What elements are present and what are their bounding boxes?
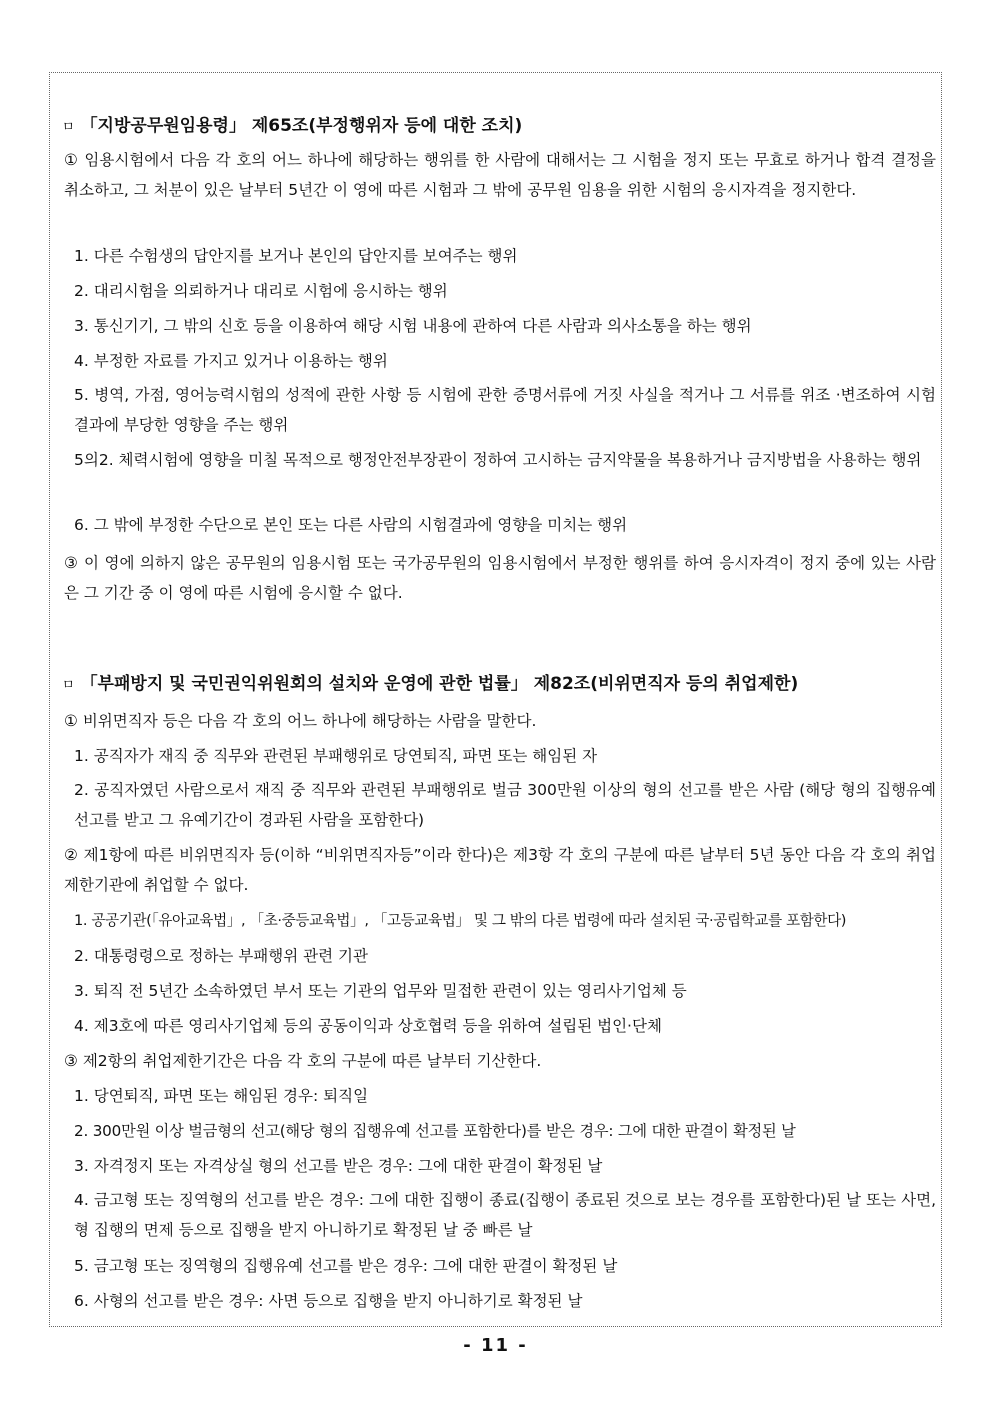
s2-p3-item-2: 2. 300만원 이상 벌금형의 선고(해당 형의 집행유예 선고를 포함한다)를 받은 경우: 그에 대한 판결이 확정된 날 — [74, 1122, 796, 1140]
section-1-title-text: 「지방공무원임용령」 제65조(부정행위자 등에 대한 조치) — [80, 116, 523, 136]
s1-item-6: 6. 그 밖에 부정한 수단으로 본인 또는 다른 사람의 시험결과에 영향을 미치는 행위 — [74, 516, 628, 534]
s1-paragraph-3: ③ 이 영에 의하지 않은 공무원의 임용시험 또는 국가공무원의 임용시험에서 부정한 행위를 하여 응시자격이 정지 중에 있는 사람은 그 기간 중 이 영에 따른 시험에 응시할 수 없다. — [64, 554, 936, 602]
section-2-title — [62, 669, 798, 694]
page-number: - 11 - — [463, 1335, 528, 1356]
s2-paragraph-1: ① 비위면직자 등은 다음 각 호의 어느 하나에 해당하는 사람을 말한다. — [64, 712, 537, 730]
s1-paragraph-1: ① 임용시험에서 다음 각 호의 어느 하나에 해당하는 행위를 한 사람에 대해서는 그 시험을 정지 또는 무효로 하거나 합격 결정을 취소하고, 그 처분이 있은 날부터 5년간 이 영에 따른 시험과 그 밖에 공무원 임용을 위한 시험의 응시자격을 정지한다. — [64, 151, 936, 199]
s2-p3-item-3: 3. 자격정지 또는 자격상실 형의 선고를 받은 경우: 그에 대한 판결이 확정된 날 — [74, 1157, 603, 1175]
s1-item-3: 3. 통신기기, 그 밖의 신호 등을 이용하여 해당 시험 내용에 관하여 다른 사람과 의사소통을 하는 행위 — [74, 317, 752, 335]
document-frame — [49, 72, 942, 1327]
s2-p3-item-6: 6. 사형의 선고를 받은 경우: 사면 등으로 집행을 받지 아니하기로 확정된 날 — [74, 1292, 583, 1310]
square-bullet-icon: ㅁ — [62, 120, 75, 135]
s1-item-4: 4. 부정한 자료를 가지고 있거나 이용하는 행위 — [74, 352, 388, 370]
s2-paragraph-2: ② 제1항에 따른 비위면직자 등(이하 “비위면직자등”이라 한다)은 제3항 각 호의 구분에 따른 날부터 5년 동안 다음 각 호의 취업제한기관에 취업할 수 없다. — [64, 846, 936, 894]
s2-p3-item-1: 1. 당연퇴직, 파면 또는 해임된 경우: 퇴직일 — [74, 1087, 369, 1105]
s2-p1-item-1: 1. 공직자가 재직 중 직무와 관련된 부패행위로 당연퇴직, 파면 또는 해임된 자 — [74, 747, 598, 765]
s2-p2-item-1: 1. 공공기관(「유아교육법」, 「초·중등교육법」, 「고등교육법」 및 그 밖의 다른 법령에 따라 설치된 국·공립학교를 포함한다) — [74, 912, 847, 929]
s2-p2-item-2: 2. 대통령령으로 정하는 부패행위 관련 기관 — [74, 947, 368, 965]
s1-item-5: 5. 병역, 가점, 영어능력시험의 성적에 관한 사항 등 시험에 관한 증명서류에 거짓 사실을 적거나 그 서류를 위조 ·변조하여 시험결과에 부당한 영향을 주는 행위 — [74, 386, 936, 434]
s1-item-5-2: 5의2. 체력시험에 영향을 미칠 목적으로 행정안전부장관이 정하여 고시하는 금지약물을 복용하거나 금지방법을 사용하는 행위 — [74, 451, 922, 469]
s2-p3-item-4: 4. 금고형 또는 징역형의 선고를 받은 경우: 그에 대한 집행이 종료(집행이 종료된 것으로 보는 경우를 포함한다)된 날 또는 사면, 형 집행의 면제 등으로 집행을 받지 아니하기로 확정된 날 중 빠른 날 — [74, 1191, 936, 1239]
square-bullet-icon: ㅁ — [62, 678, 75, 693]
s2-paragraph-3: ③ 제2항의 취업제한기간은 다음 각 호의 구분에 따른 날부터 기산한다. — [64, 1052, 542, 1070]
s2-p3-item-5: 5. 금고형 또는 징역형의 집행유예 선고를 받은 경우: 그에 대한 판결이 확정된 날 — [74, 1257, 618, 1275]
s1-item-1: 1. 다른 수험생의 답안지를 보거나 본인의 답안지를 보여주는 행위 — [74, 247, 518, 265]
s2-p2-item-4: 4. 제3호에 따른 영리사기업체 등의 공동이익과 상호협력 등을 위하여 설립된 법인·단체 — [74, 1017, 662, 1035]
section-1-title — [62, 111, 522, 136]
s2-p2-item-3: 3. 퇴직 전 5년간 소속하였던 부서 또는 기관의 업무와 밀접한 관련이 있는 영리사기업체 등 — [74, 982, 687, 1000]
section-2-title-text: 「부패방지 및 국민권익위원회의 설치와 운영에 관한 법률」 제82조(비위면직자 등의 취업제한) — [80, 674, 799, 694]
s1-item-2: 2. 대리시험을 의뢰하거나 대리로 시험에 응시하는 행위 — [74, 282, 448, 300]
s2-p1-item-2: 2. 공직자였던 사람으로서 재직 중 직무와 관련된 부패행위로 벌금 300만원 이상의 형의 선고를 받은 사람 (해당 형의 집행유예 선고를 받고 그 유예기간이 경과된 사람을 포함한다) — [74, 781, 936, 829]
